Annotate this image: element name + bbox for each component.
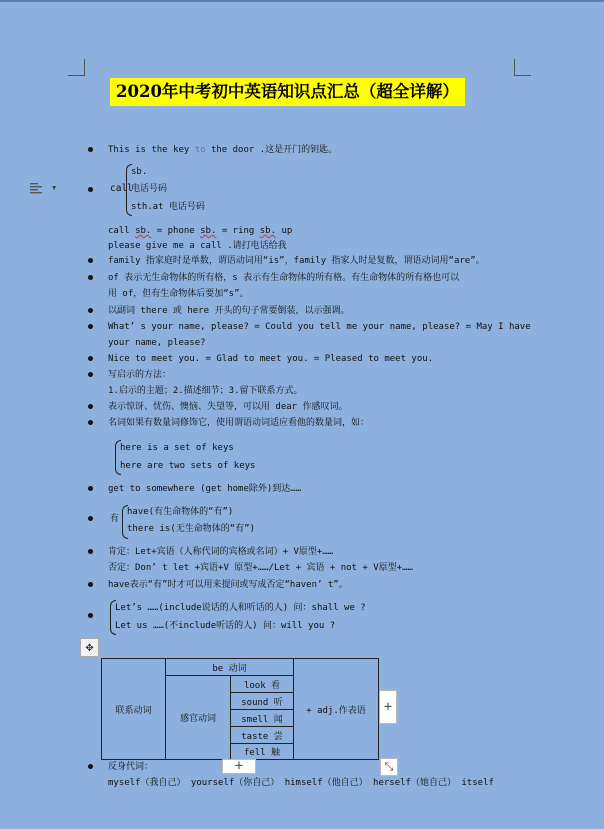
table-resize-handle[interactable]: ⤡ <box>380 758 398 776</box>
document-title: 2020年中考初中英语知识点汇总（超全详解） <box>110 78 465 106</box>
bullet <box>88 308 93 313</box>
list-item: 电话号码 <box>131 184 168 194</box>
list-item: of 表示无生命物体的所有格，s 表示有生命物体的所有格。有生命物体的所有格也可以 <box>108 273 460 283</box>
list-item: This is the key to the door .这是开门的钥匙。 <box>108 145 338 155</box>
table-cell-sound: sound 听 <box>231 693 294 710</box>
table-cell-sense: 感官动词 <box>166 676 231 760</box>
list-item: call sb. = phone sb. = ring sb. up <box>108 226 293 236</box>
table-cell-look: look 看 <box>231 676 294 693</box>
list-item: Let us ……(不include听话的人) 问：will you ? <box>115 621 336 631</box>
list-item: here is a set of keys <box>120 443 234 453</box>
list-item: 1.启示的主题；2.描述细节；3.留下联系方式。 <box>108 386 303 396</box>
add-column-button[interactable]: + <box>379 690 397 724</box>
bullet <box>88 324 93 329</box>
list-item: family 指家庭时是单数，谓语动词用“is”，family 指家人时是复数，谓语动词用“are”。 <box>108 256 485 266</box>
bullet <box>88 404 93 409</box>
bullet <box>88 486 93 491</box>
paragraph-options-icon[interactable] <box>29 181 43 195</box>
bullet <box>88 764 93 769</box>
table-cell-adj: + adj.作表语 <box>294 659 379 760</box>
page-corner-mark-right <box>514 59 531 76</box>
list-item: sb. <box>131 167 148 177</box>
bullet <box>88 372 93 377</box>
list-item: sth.at 电话号码 <box>131 202 205 212</box>
list-item: 肯定：Let+宾语（人称代词的宾格或名词）+ V原型+…… <box>108 547 334 557</box>
table-cell-feel: fell 触 <box>231 744 294 760</box>
list-item: your name, please? <box>108 338 206 348</box>
list-item: have表示“有”时才可以用来提问或写成否定“haven’ t”。 <box>108 580 348 590</box>
bullet <box>88 613 93 618</box>
add-row-button[interactable]: + <box>222 759 256 774</box>
list-item: have(有生命物体的“有”) <box>127 507 234 517</box>
bullet <box>88 356 93 361</box>
bullet <box>88 187 93 192</box>
table-cell-linking-verb: 联系动词 <box>102 659 166 760</box>
list-item: get to somewhere (get home除外)到达…… <box>108 484 302 494</box>
list-item: 反身代词： <box>108 762 154 772</box>
list-item: 表示惊讶、忧伤、懊恼、失望等，可以用 dear 作感叹词。 <box>108 402 348 412</box>
table-cell-smell: smell 闻 <box>231 710 294 727</box>
list-item: What’ s your name, please? = Could you tell me your name, please? = May I have <box>108 322 531 332</box>
linking-verb-table <box>101 658 379 760</box>
bullet <box>88 582 93 587</box>
list-item: 有 <box>110 514 120 524</box>
page-corner-mark-left <box>68 59 85 76</box>
table-cell-be: be 动词 <box>166 659 294 676</box>
list-item: there is(无生命物体的“有”) <box>127 524 256 534</box>
window-top-border <box>0 0 604 2</box>
list-item: Let’s ……(include说话的人和听话的人) 问：shall we ? <box>115 603 366 613</box>
bullet <box>88 275 93 280</box>
bullet <box>88 516 93 521</box>
list-item: 用 of，但有生命物体后要加“s”。 <box>108 289 249 299</box>
list-item: 否定：Don’ t let +宾语+V 原型+……/Let + 宾语 + not + V原型+…… <box>108 563 413 573</box>
bullet <box>88 549 93 554</box>
list-item: 名词如果有数量词修饰它，使用谓语动词适应看他的数量词，如： <box>108 418 370 428</box>
list-item: 以副词 there 或 here 开头的句子常要倒装，以示强调。 <box>108 306 350 316</box>
bullet <box>88 258 93 263</box>
list-item: myself（我自己） yourself（你自己） himself（他自己） herself（她自己） itself <box>108 778 494 788</box>
dropdown-arrow-icon[interactable]: ▼ <box>52 184 57 192</box>
list-item: Nice to meet you. = Glad to meet you. = Pleased to meet you. <box>108 354 434 364</box>
table-move-handle[interactable]: ✥ <box>80 638 99 657</box>
bullet <box>88 420 93 425</box>
bullet <box>88 147 93 152</box>
list-item: here are two sets of keys <box>120 461 256 471</box>
list-item: call <box>110 183 133 194</box>
list-item: 写启示的方法： <box>108 370 172 380</box>
table-cell-taste: taste 尝 <box>231 727 294 744</box>
list-item: please give me a call .请打电话给我 <box>108 241 287 251</box>
